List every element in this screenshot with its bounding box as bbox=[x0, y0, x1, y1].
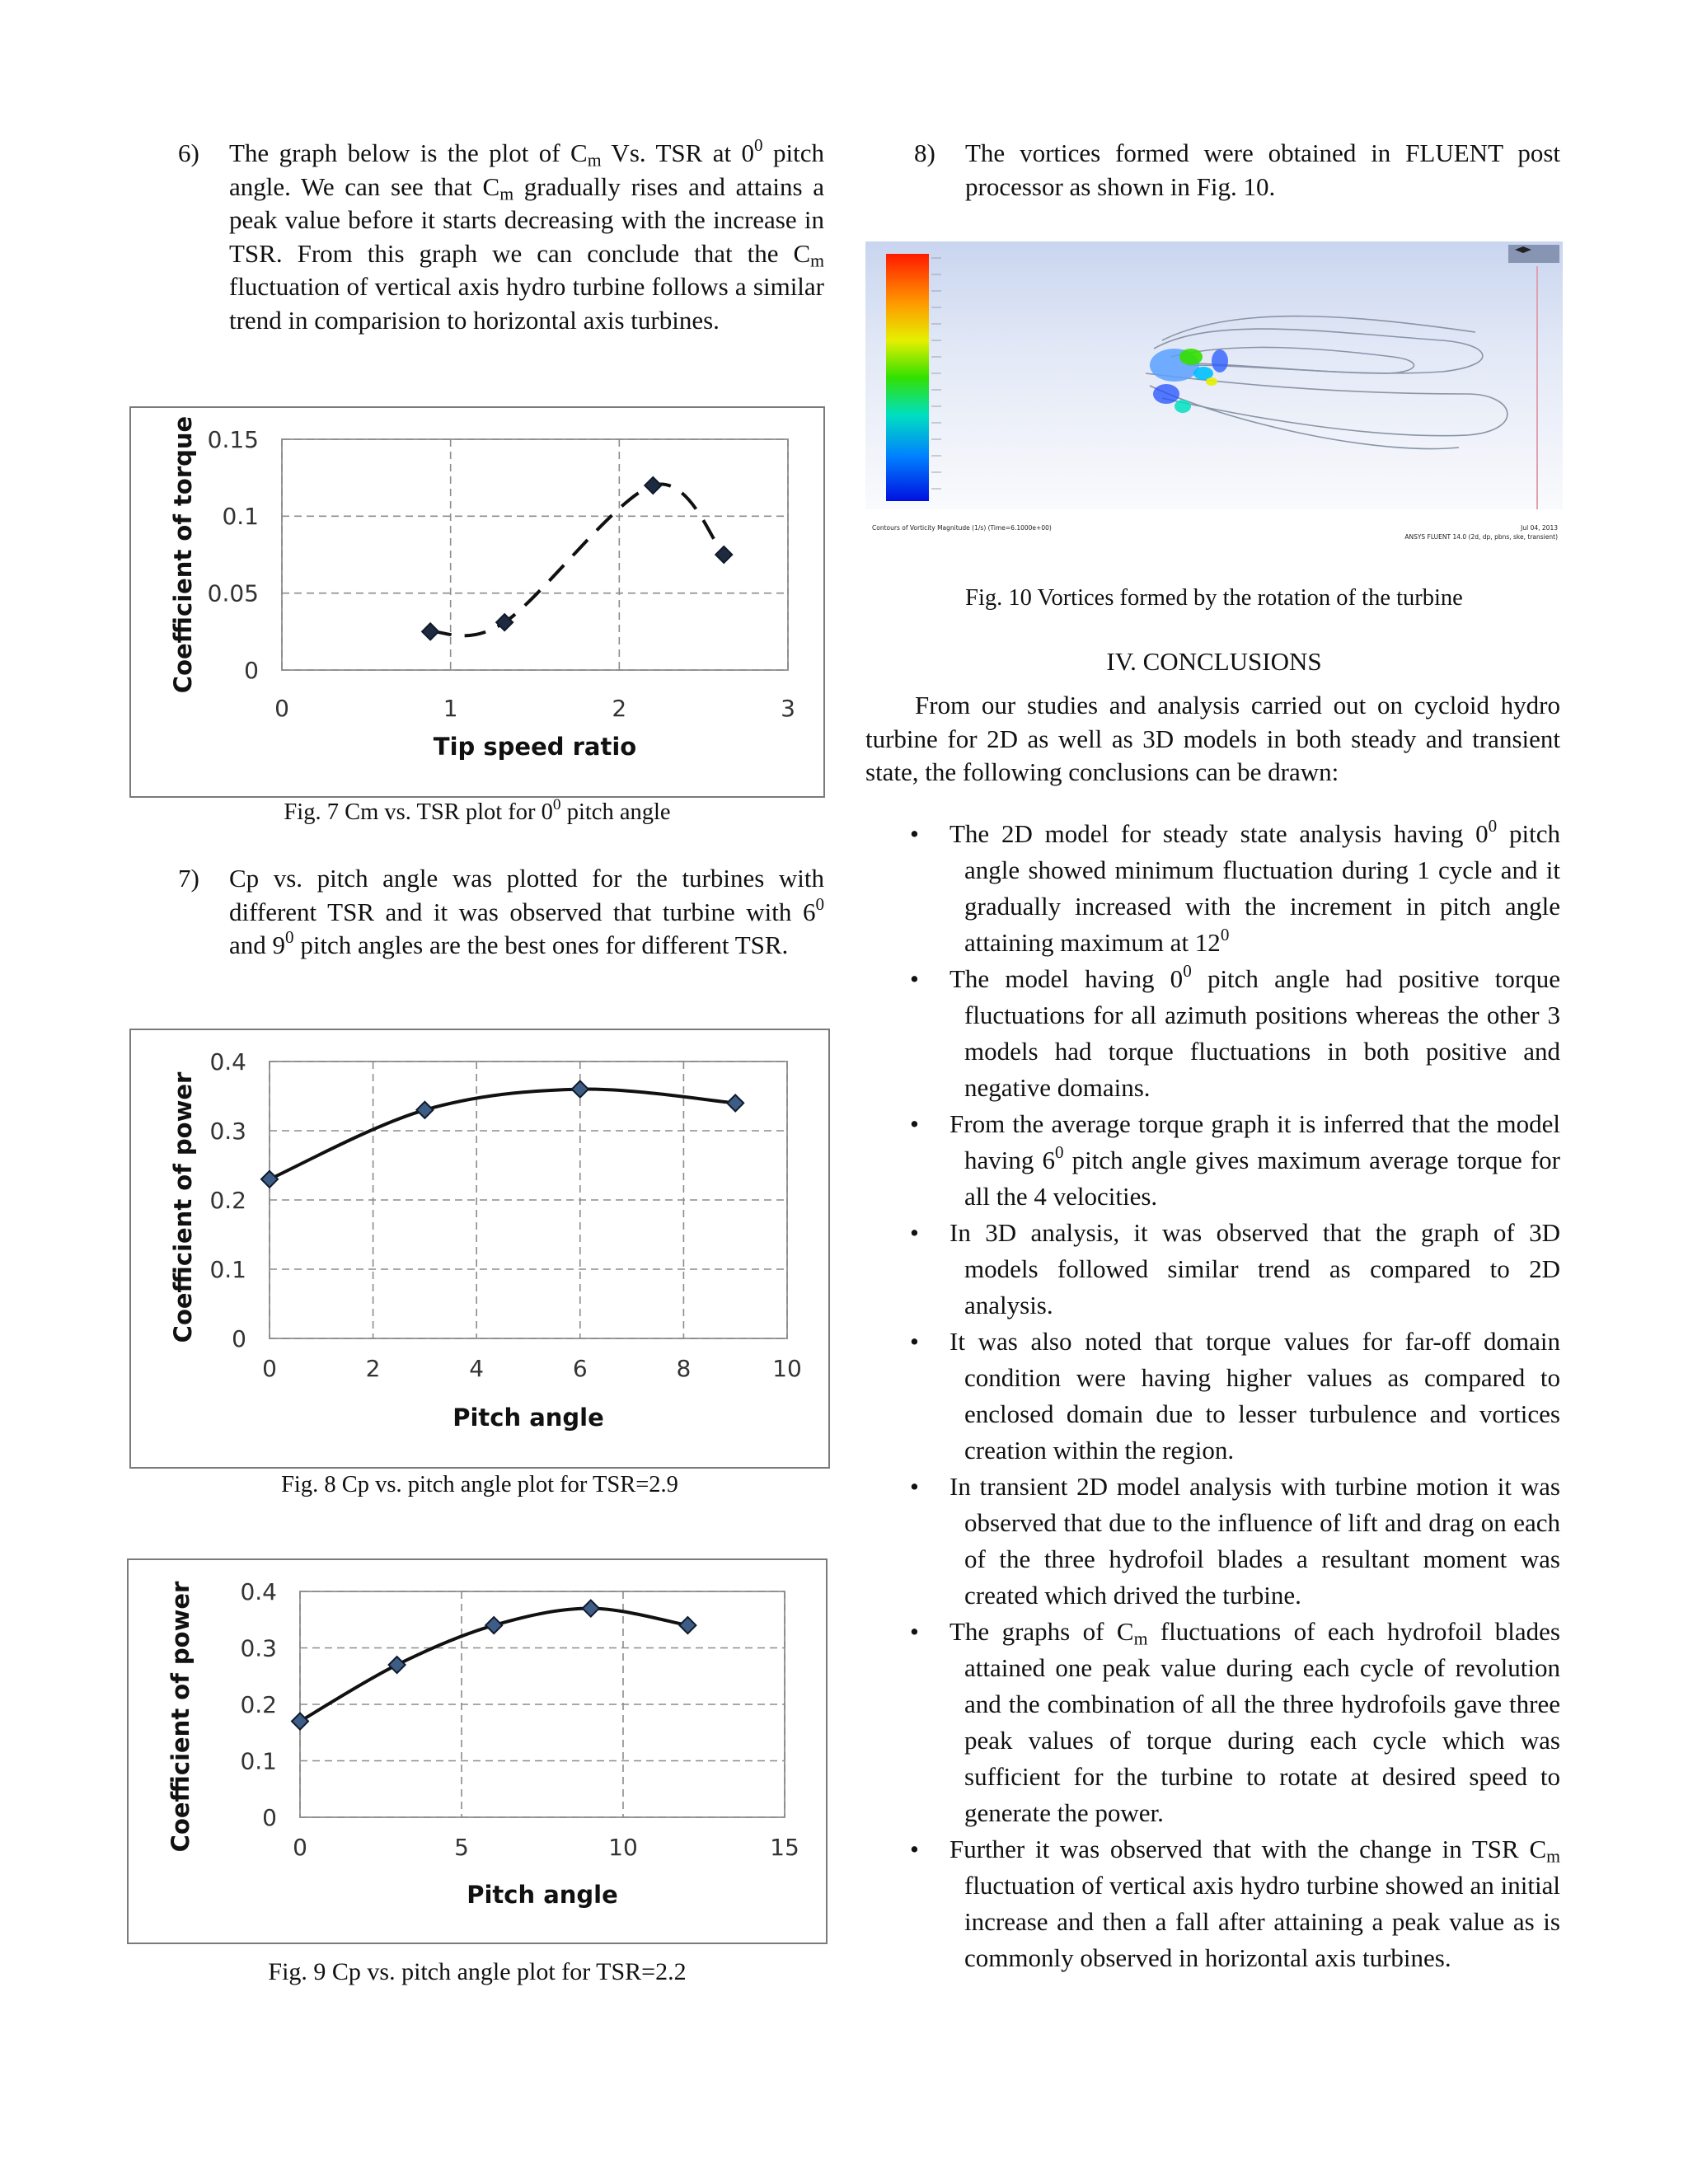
fig9-x-axis-label: Pitch angle bbox=[467, 1881, 618, 1909]
fig7-data-point bbox=[645, 477, 661, 494]
fig9-caption: Fig. 9 Cp vs. pitch angle plot for TSR=2.2 bbox=[268, 1958, 687, 1985]
fig9-data-point bbox=[389, 1657, 406, 1673]
fig9-data-point bbox=[583, 1601, 599, 1617]
item-7: 7) Cp vs. pitch angle was plotted for the turbines with different TSR and it was observed that turbine with $6^0$ and $9^0$ pitch angles are the best ones for different TSR. bbox=[178, 864, 824, 959]
item-8: 8) The vortices formed were obtained in FLUENT post processor as shown in Fig. 10. bbox=[914, 138, 1560, 201]
bullet-3: • From the average torque graph it is inferred that the model having $6^0$ pitch angle gives maximum average torque for all the 4 velocities. bbox=[910, 1109, 1560, 1211]
fig9-x-tick-label: 15 bbox=[770, 1834, 799, 1861]
fluent-vorticity-image bbox=[865, 241, 1563, 549]
fig7-chart bbox=[131, 408, 827, 799]
fig8-x-tick-label: 2 bbox=[365, 1355, 381, 1382]
fig8-data-point bbox=[416, 1102, 433, 1118]
item-7-number: 7) bbox=[178, 864, 199, 893]
fig9-x-tick-label: 5 bbox=[454, 1834, 469, 1861]
fig8-chart-box bbox=[129, 1029, 830, 1469]
fig9-chart-box bbox=[127, 1558, 828, 1944]
fig7-y-tick-label: 0.15 bbox=[207, 425, 259, 453]
item-6-number: 6) bbox=[178, 138, 199, 167]
fig9-y-tick-label: 0.2 bbox=[240, 1690, 277, 1718]
section-heading-conclusions: IV. CONCLUSIONS bbox=[1106, 647, 1322, 676]
fig7-caption: Fig. 7 Cm vs. TSR plot for $0^0$ pitch angle bbox=[284, 796, 671, 825]
bullet-4: • In 3D analysis, it was observed that the graph of 3D models followed similar trend as compared to 2D analysis. bbox=[910, 1218, 1560, 1319]
left-column bbox=[178, 134, 824, 337]
fig7-y-axis-label: Coefficient of torque bbox=[169, 415, 197, 694]
fig7-series-line bbox=[430, 484, 724, 635]
fig7-x-tick-label: 1 bbox=[443, 695, 458, 722]
conclusions-list bbox=[912, 816, 1560, 1976]
fig8-y-tick-label: 0.4 bbox=[209, 1047, 246, 1076]
fig7-data-point bbox=[422, 623, 438, 640]
fig8-data-point bbox=[727, 1094, 743, 1111]
fig7-plot-area bbox=[208, 426, 795, 722]
bullet-5: • It was also noted that torque values for far-off domain condition were having higher values as compared to enclosed domain due to lesser turbulence and vortices creation within the region. bbox=[910, 1327, 1560, 1465]
fluent-footer-right: ANSYS FLUENT 14.0 (2d, dp, pbns, ske, transient) bbox=[1404, 533, 1558, 541]
fig9-y-tick-label: 0.3 bbox=[240, 1634, 277, 1662]
bullet-2: • The model having $0^0$ pitch angle had positive torque fluctuations for all azimuth positions whereas the other 3 models had torque fluctuations in both positive and negative domains. bbox=[910, 960, 1561, 1102]
fig8-x-axis-label: Pitch angle bbox=[452, 1404, 604, 1432]
fig9-x-tick-label: 0 bbox=[293, 1834, 307, 1861]
fig7-x-tick-label: 0 bbox=[274, 695, 289, 722]
fig8-y-axis-label: Coefficient of power bbox=[169, 1071, 197, 1343]
fig9-data-point bbox=[679, 1617, 696, 1633]
fluent-footer-date: Jul 04, 2013 bbox=[1521, 524, 1558, 532]
fig8-x-tick-label: 4 bbox=[469, 1355, 485, 1382]
fig9-y-tick-label: 0 bbox=[262, 1803, 277, 1831]
fig9-data-point bbox=[485, 1617, 502, 1633]
bullet-6: • In transient 2D model analysis with turbine motion it was observed that due to the influence of lift and drag on each of the three hydrofoil blades a resultant moment was created which drived the turbine. bbox=[910, 1472, 1560, 1610]
fig7-plot-frame bbox=[282, 439, 788, 670]
fig8-series-line bbox=[270, 1090, 735, 1179]
intro-paragraph: From our studies and analysis carried out on cycloid hydro turbine for 2D as well as 3D models in both steady and transient state, the following conclusions can be drawn: bbox=[865, 691, 1560, 786]
fig7-x-tick-label: 3 bbox=[781, 695, 795, 722]
fig8-x-tick-label: 10 bbox=[772, 1355, 802, 1382]
item-8-number: 8) bbox=[914, 138, 935, 167]
fig8-y-tick-label: 0 bbox=[232, 1324, 246, 1352]
fig7-y-tick-label: 0 bbox=[244, 656, 259, 684]
fig8-x-tick-label: 6 bbox=[572, 1355, 588, 1382]
fig9-y-tick-label: 0.4 bbox=[240, 1577, 277, 1605]
fig9-x-tick-label: 10 bbox=[608, 1834, 638, 1861]
fig8-data-point bbox=[572, 1081, 588, 1098]
fig7-chart-box bbox=[129, 406, 825, 798]
fig8-y-tick-label: 0.1 bbox=[209, 1255, 246, 1283]
bullet-7: • The graphs of $C_m$ fluctuations of each hydrofoil blades attained one peak value during each cycle of revolution and the combination of all the three hydrofoils gave three peak values of torque during each cycle which was sufficient for the turbine to rotate at desired speed to generate the power. bbox=[910, 1617, 1560, 1827]
fig9-chart bbox=[129, 1560, 829, 1946]
fig8-plot-area bbox=[209, 1048, 801, 1382]
fig7-y-tick-label: 0.1 bbox=[222, 503, 259, 531]
fig8-data-point bbox=[261, 1171, 278, 1188]
bullet-1: • The 2D model for steady state analysis having $0^0$ pitch angle showed minimum fluctuation during 1 cycle and it gradually increased with the increment in pitch angle attaining maximum at $12^0$ bbox=[910, 815, 1560, 957]
fig9-y-tick-label: 0.1 bbox=[240, 1747, 277, 1775]
fig8-caption: Fig. 8 Cp vs. pitch angle plot for TSR=2.9 bbox=[281, 1472, 678, 1497]
fig8-chart bbox=[131, 1030, 832, 1470]
vortex-blobs bbox=[1150, 349, 1228, 413]
fluent-footer-left: Contours of Vorticity Magnitude (1/s) (Time=6.1000e+00) bbox=[872, 524, 1052, 532]
fig8-y-tick-label: 0.3 bbox=[209, 1117, 246, 1145]
fig9-data-point bbox=[292, 1713, 308, 1730]
fig9-y-axis-label: Coefficient of power bbox=[166, 1581, 195, 1853]
fig7-x-tick-label: 2 bbox=[612, 695, 627, 722]
fig10-caption: Fig. 10 Vortices formed by the rotation of the turbine bbox=[965, 585, 1463, 611]
color-legend-bar bbox=[886, 254, 929, 501]
left-column-item7 bbox=[178, 862, 824, 963]
fig8-x-tick-label: 8 bbox=[676, 1355, 692, 1382]
fig8-x-tick-label: 0 bbox=[262, 1355, 277, 1382]
bullet-8: • Further it was observed that with the change in TSR $C_m$ fluctuation of vertical axis hydro turbine showed an initial increase and then a fall after attaining a peak value as is commonly observed in horizontal axis turbines. bbox=[910, 1835, 1560, 1972]
fluent-contour-graphic bbox=[865, 241, 1563, 549]
fig7-data-point bbox=[715, 546, 732, 563]
item-6: 6) The graph below is the plot of $C_m$ Vs. TSR at $0^0$ pitch angle. We can see that $C_m$ gradually rises and attains a peak value before it starts decreasing with the increase in TSR. From this graph we can conclude that the $C_m$ fluctuation of vertical axis hydro turbine follows a similar trend in comparision to horizontal axis turbines. bbox=[178, 134, 824, 335]
fig7-x-axis-label: Tip speed ratio bbox=[433, 733, 637, 761]
conclusions-intro bbox=[865, 689, 1560, 790]
fig9-plot-area bbox=[240, 1578, 799, 1861]
fig8-y-tick-label: 0.2 bbox=[209, 1186, 246, 1214]
right-column-item8 bbox=[914, 137, 1560, 204]
ansys-logo bbox=[1508, 245, 1559, 263]
fig7-y-tick-label: 0.05 bbox=[207, 579, 259, 607]
